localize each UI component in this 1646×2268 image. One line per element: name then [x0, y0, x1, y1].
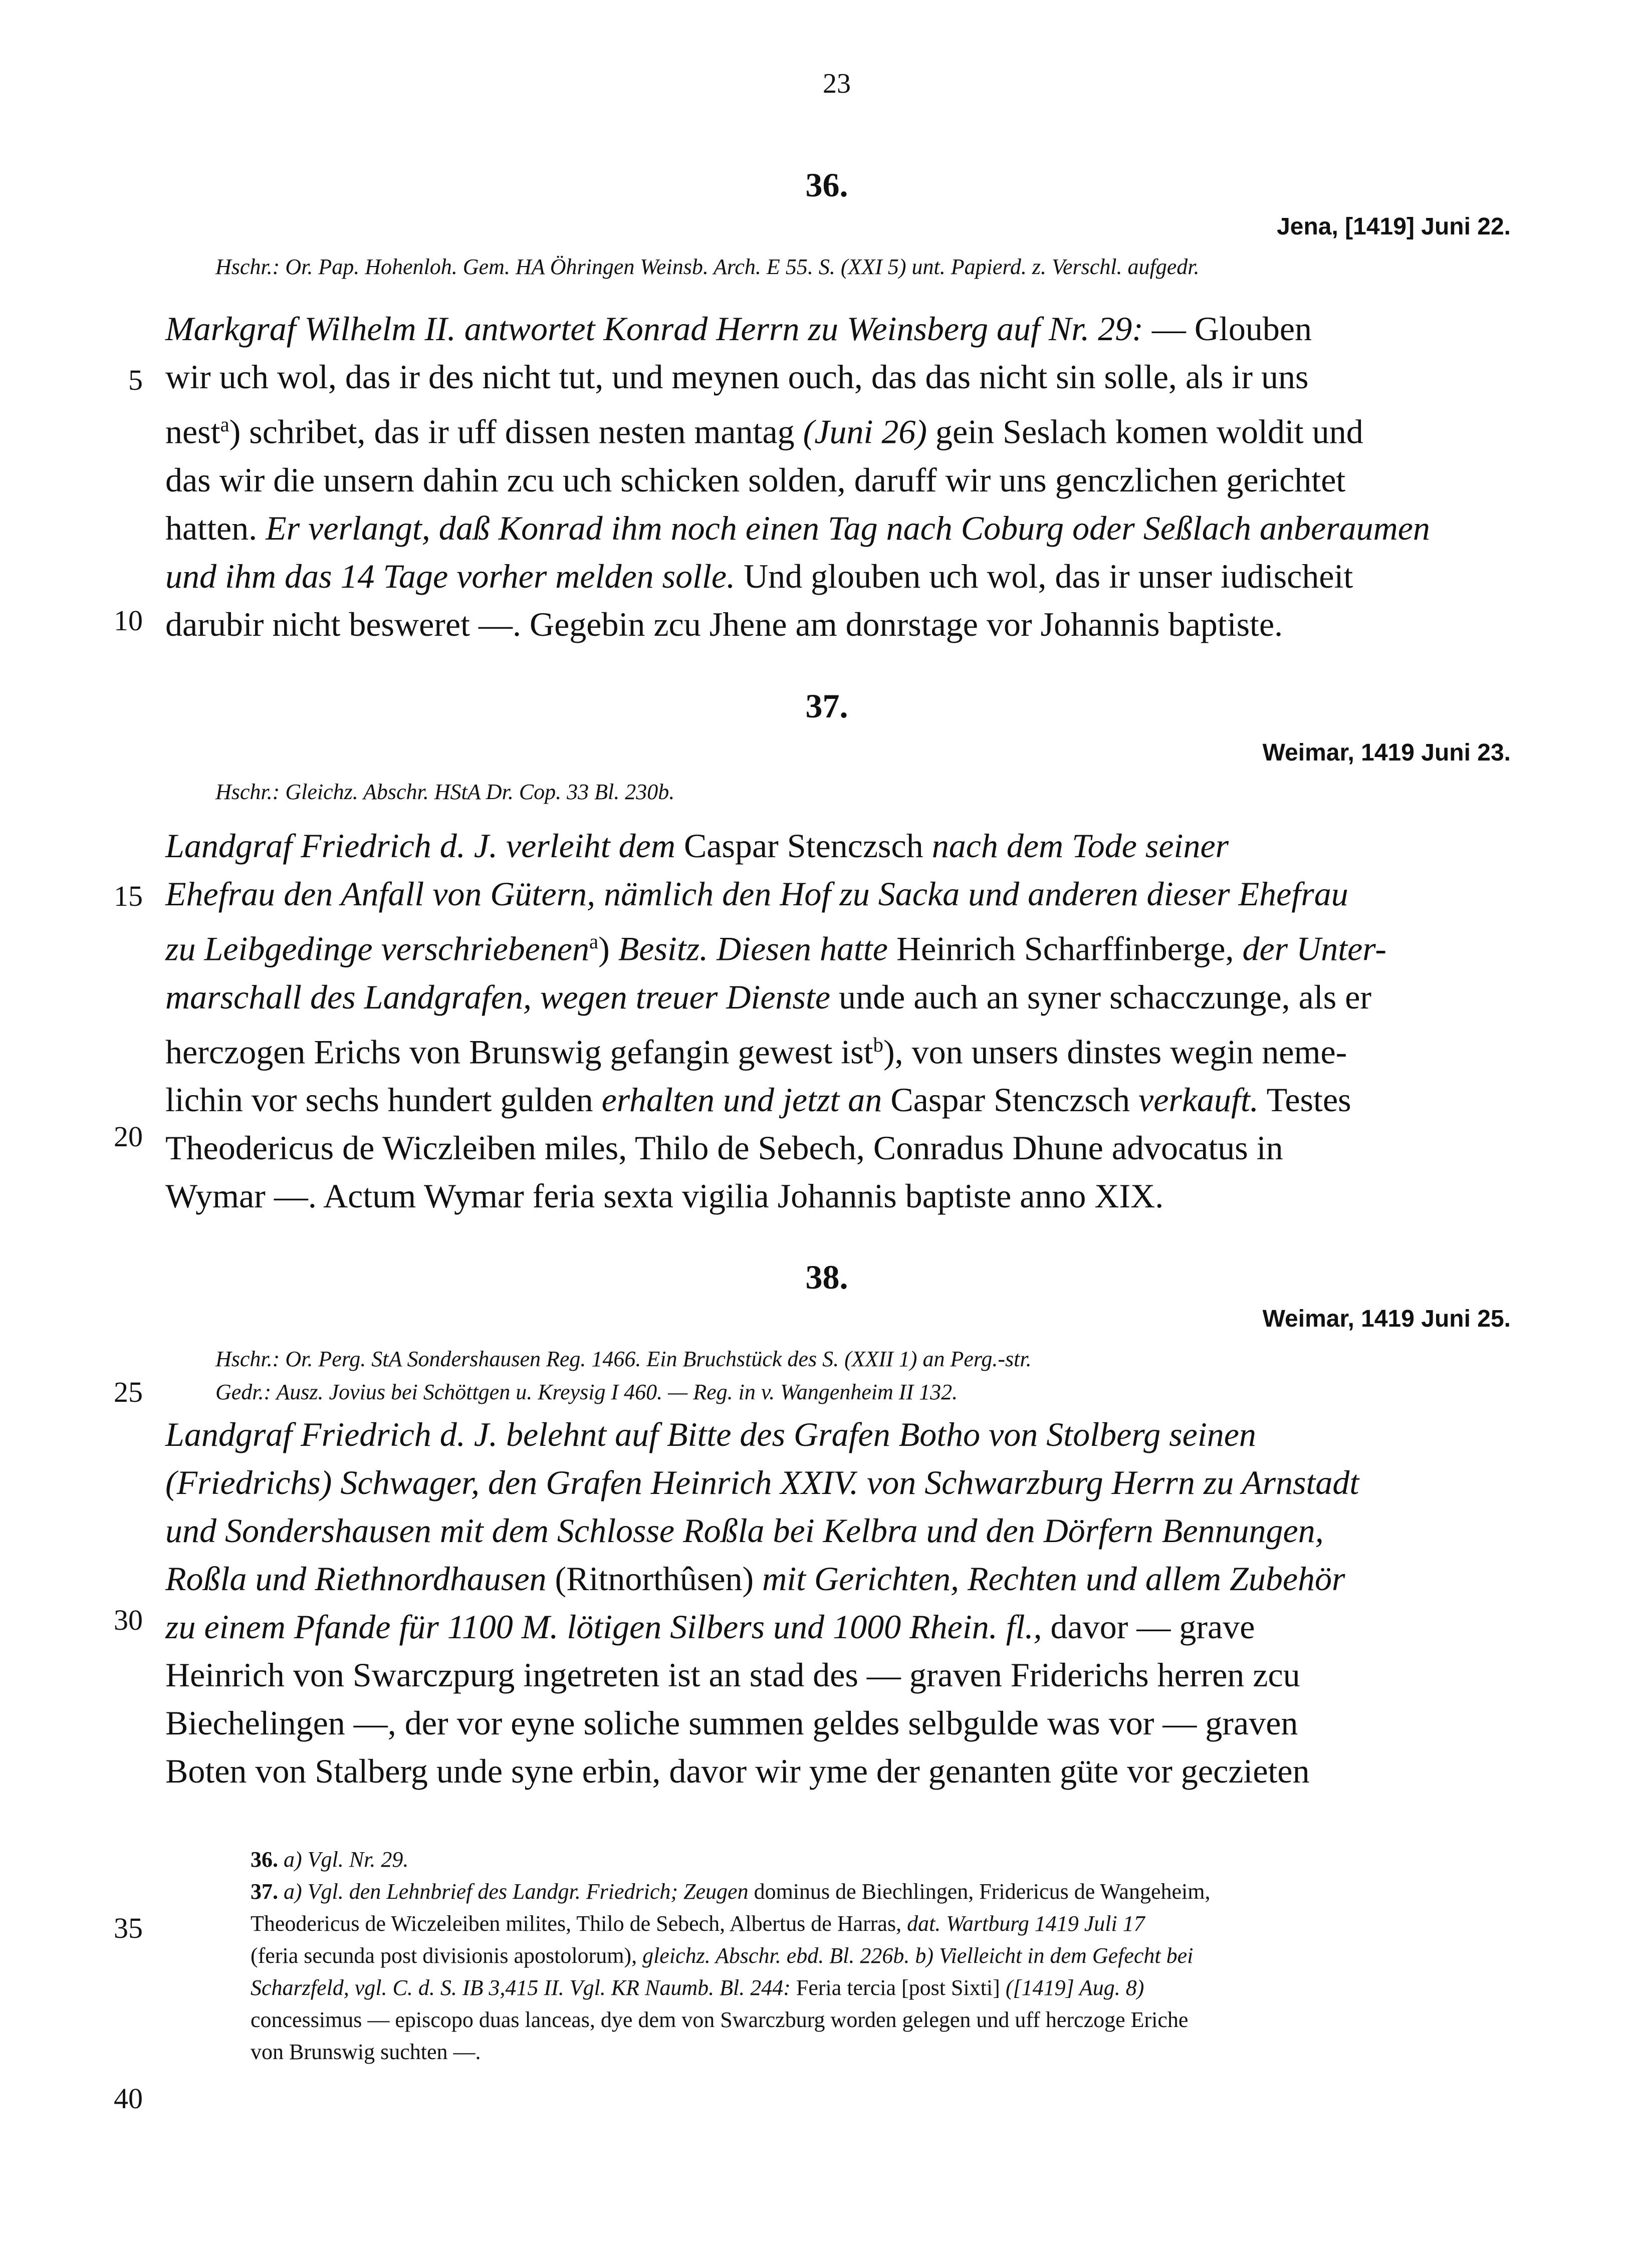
text-segment: dat. Wartburg 1419 Juli 17 — [907, 1911, 1145, 1936]
text-segment: Caspar Stenczsch — [683, 827, 932, 865]
text-segment: Besitz. Diesen hatte — [618, 929, 896, 968]
text-segment: zu einem Pfande für 1100 M. lötigen Silbers und 1000 Rhein. fl., — [165, 1608, 1042, 1646]
footnote-marker: b — [873, 1033, 883, 1056]
text-segment: ), von unsers dinstes wegin neme- — [883, 1033, 1347, 1071]
body-line — [165, 1555, 1518, 1603]
entry-body-38 — [165, 1410, 1518, 1795]
text-segment: a) Vgl. Nr. 29. — [284, 1847, 409, 1872]
body-line — [165, 822, 1518, 870]
line-number: 5 — [128, 364, 143, 396]
footnote-line — [251, 1844, 1523, 1876]
text-segment: (Friedrichs) Schwager, den Grafen Heinrich XXIV. von Schwarzburg Herrn zu Arnstadt — [165, 1463, 1359, 1501]
line-number: 10 — [114, 604, 143, 637]
body-line — [165, 973, 1518, 1021]
text-segment: ) schribet, das ir uff dissen nesten mantag — [229, 412, 803, 451]
text-segment: Markgraf Wilhelm II. antwortet Konrad Herrn zu Weinsberg auf Nr. 29: — [165, 310, 1143, 348]
footnote-line — [251, 2004, 1523, 2036]
line-number: 15 — [114, 880, 143, 912]
footnote-line — [251, 1940, 1523, 1972]
source-line: Gedr.: Ausz. Jovius bei Schöttgen u. Kreysig I 460. — Reg. in v. Wangenheim II 132. — [215, 1380, 958, 1404]
body-line — [165, 1410, 1518, 1458]
text-segment: (feria secunda post divisionis apostolorum), — [251, 1943, 643, 1968]
body-line — [165, 918, 1518, 973]
text-segment: davor — grave — [1042, 1608, 1255, 1646]
footnotes — [251, 1844, 1523, 2068]
text-segment: concessimus — episcopo duas lanceas, dye dem von Swarczburg worden gelegen und uff herczoge Eriche — [251, 2007, 1189, 2032]
text-segment: Scharzfeld, vgl. C. d. S. IB 3,415 II. Vgl. KR Naumb. Bl. 244: — [251, 1975, 796, 2000]
text-segment: 37. — [251, 1879, 284, 1904]
body-line — [165, 1021, 1518, 1076]
body-line — [165, 1124, 1518, 1172]
footnote-marker: a — [589, 930, 599, 953]
body-line — [165, 401, 1518, 456]
text-segment: Und glouben uch wol, das ir unser iudischeit — [735, 557, 1353, 595]
entry-source-37: Hschr.: Gleichz. Abschr. HStA Dr. Cop. 33 Bl. 230b. — [215, 780, 675, 804]
text-segment: Theodericus de Wiczleiben miles, Thilo de Sebech, Conradus Dhune advocatus in — [165, 1129, 1283, 1167]
text-segment: Ehefrau den Anfall von Gütern, nämlich den Hof zu Sacka und anderen dieser Ehefrau — [165, 875, 1348, 913]
footnote-line — [251, 1908, 1523, 1940]
line-number: 40 — [114, 2082, 143, 2115]
entry-number-38: 38. — [805, 1258, 848, 1296]
text-segment: (Juni 26) — [803, 412, 927, 451]
text-segment: ([1419] Aug. 8) — [1005, 1975, 1144, 2000]
text-segment: herczogen Erichs von Brunswig gefangin gewest ist — [165, 1033, 873, 1071]
body-line — [165, 1651, 1518, 1699]
footnote-line — [251, 2036, 1523, 2068]
text-segment: von Brunswig suchten —. — [251, 2040, 481, 2064]
body-line — [165, 456, 1518, 504]
entry-date-36: Jena, [1419] Juni 22. — [1277, 213, 1511, 240]
text-segment: das wir die unsern dahin zcu uch schicken solden, daruff wir uns genczlichen gerichtet — [165, 460, 1346, 499]
text-segment: Caspar Stenczsch — [890, 1081, 1139, 1119]
text-segment: Roßla und Riethnordhausen — [165, 1560, 555, 1598]
text-segment: darubir nicht besweret —. Gegebin zcu Jhene am donrstage vor Johannis baptiste. — [165, 605, 1283, 643]
text-segment: Biechelingen —, der vor eyne soliche summen geldes selbgulde was vor — graven — [165, 1704, 1298, 1742]
text-segment: zu Leibgedinge verschriebenen — [165, 929, 589, 968]
text-segment: erhalten und jetzt an — [601, 1081, 891, 1119]
line-number: 25 — [114, 1376, 143, 1408]
page-number: 23 — [823, 68, 851, 99]
text-segment: hatten. — [165, 509, 266, 547]
entry-source-36: Hschr.: Or. Pap. Hohenloh. Gem. HA Öhringen Weinsb. Arch. E 55. S. (XXI 5) unt. Papierd. z. Verschl. aufgedr. — [215, 255, 1200, 279]
footnote-marker: a — [220, 413, 229, 436]
line-number: 20 — [114, 1120, 143, 1153]
text-segment: ) — [598, 929, 618, 968]
text-segment: und Sondershausen mit dem Schlosse Roßla bei Kelbra und den Dörfern Bennungen, — [165, 1511, 1324, 1550]
text-segment: 36. — [251, 1847, 284, 1872]
body-line — [165, 552, 1518, 600]
source-line: Hschr.: Or. Perg. StA Sondershausen Reg. 1466. Ein Bruchstück des S. (XXII 1) an Perg.-str. — [215, 1347, 1032, 1371]
text-segment: mit Gerichten, Rechten und allem Zubehör — [762, 1560, 1345, 1598]
footnote-line — [251, 1972, 1523, 2004]
body-line — [165, 1076, 1518, 1124]
body-line — [165, 1747, 1518, 1795]
text-segment: und ihm das 14 Tage vorher melden solle. — [165, 557, 736, 595]
body-line — [165, 1172, 1518, 1220]
text-segment: (Ritnorthûsen) — [555, 1560, 763, 1598]
text-segment: Testes — [1258, 1081, 1351, 1119]
body-line — [165, 870, 1518, 918]
entry-number-37: 37. — [805, 687, 848, 725]
text-segment: Landgraf Friedrich d. J. verleiht dem — [165, 827, 684, 865]
text-segment: Er verlangt, daß Konrad ihm noch einen Tag nach Coburg oder Seßlach anberaumen — [266, 509, 1430, 547]
text-segment: verkauft. — [1138, 1081, 1259, 1119]
entry-number-36: 36. — [805, 166, 848, 204]
entry-source-38 — [215, 1343, 1518, 1409]
body-line — [165, 1699, 1518, 1747]
entry-body-37 — [165, 822, 1518, 1220]
text-segment: Landgraf Friedrich d. J. belehnt auf Bitte des Grafen Botho von Stolberg seinen — [165, 1415, 1256, 1453]
text-segment: a) Vgl. den Lehnbrief des Landgr. Friedrich; Zeugen — [284, 1879, 754, 1904]
text-segment: nest — [165, 412, 220, 451]
body-line — [165, 1506, 1518, 1555]
line-number: 30 — [114, 1604, 143, 1636]
body-line — [165, 1603, 1518, 1651]
entry-body-36 — [165, 305, 1518, 648]
footnote-line — [251, 1876, 1523, 1908]
entry-date-38: Weimar, 1419 Juni 25. — [1262, 1306, 1511, 1332]
body-line — [165, 504, 1518, 552]
text-segment: gleichz. Abschr. ebd. Bl. 226b. b) Vielleicht in dem Gefecht bei — [642, 1943, 1194, 1968]
text-segment: Boten von Stalberg unde syne erbin, davor wir yme der genanten güte vor geczieten — [165, 1752, 1310, 1790]
text-segment: unde auch an syner schacczunge, als er — [839, 977, 1372, 1016]
text-segment: marschall des Landgrafen, wegen treuer Dienste — [165, 977, 839, 1016]
text-segment: lichin vor sechs hundert gulden — [165, 1081, 602, 1119]
body-line — [165, 1458, 1518, 1506]
text-segment: nach dem Tode seiner — [931, 827, 1229, 865]
text-segment: wir uch wol, das ir des nicht tut, und meynen ouch, das das nicht sin solle, als ir uns — [165, 358, 1309, 396]
text-segment: Heinrich von Swarczpurg ingetreten ist an stad des — graven Friderichs herren zcu — [165, 1656, 1300, 1694]
text-segment: Theodericus de Wiczeleiben milites, Thilo de Sebech, Albertus de Harras, — [251, 1911, 907, 1936]
text-segment: dominus de Biechlingen, Fridericus de Wangeheim, — [754, 1879, 1211, 1904]
body-line — [165, 600, 1518, 648]
entry-date-37: Weimar, 1419 Juni 23. — [1262, 739, 1511, 766]
body-line — [165, 353, 1518, 401]
text-segment: Feria tercia [post Sixti] — [796, 1975, 1006, 2000]
text-segment: — Glouben — [1143, 310, 1312, 348]
text-segment: Wymar —. Actum Wymar feria sexta vigilia Johannis baptiste anno XIX. — [165, 1177, 1164, 1215]
body-line — [165, 305, 1518, 353]
text-segment: der Unter- — [1242, 929, 1387, 968]
line-number: 35 — [114, 1912, 143, 1944]
text-segment: gein Seslach komen woldit und — [927, 412, 1363, 451]
text-segment: Heinrich Scharffinberge, — [896, 929, 1243, 968]
